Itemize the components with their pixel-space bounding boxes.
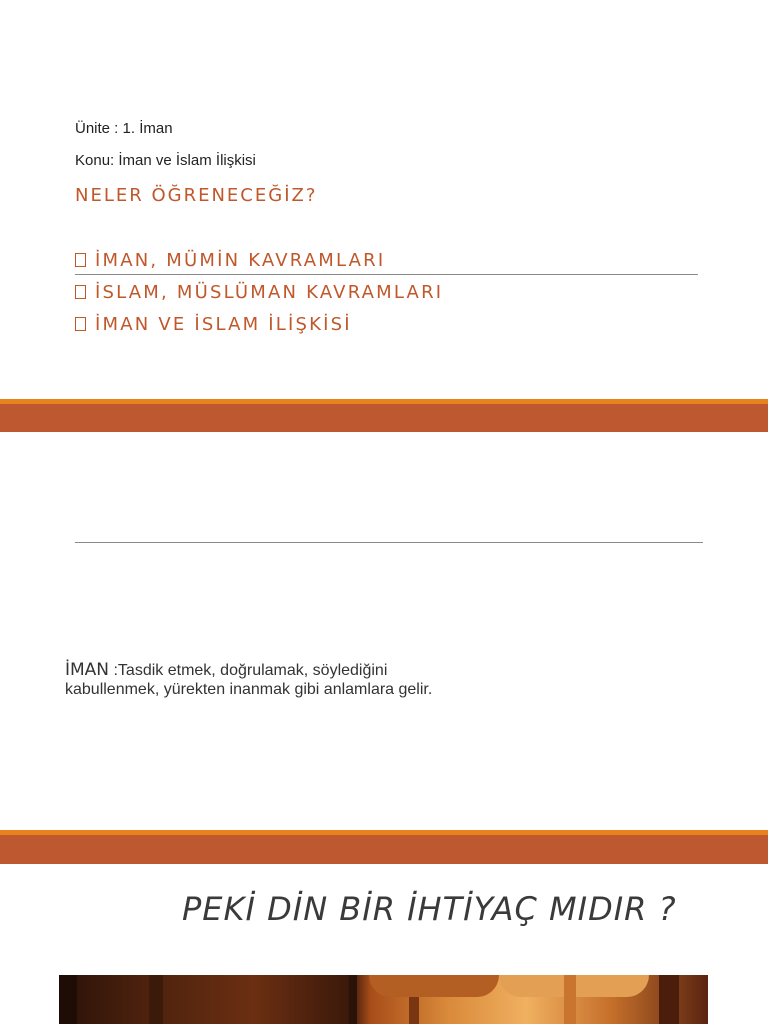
- slide-separator-band: [0, 835, 768, 864]
- unit-line: Ünite : 1. İman: [75, 120, 173, 137]
- box-glyph-icon: [75, 285, 86, 299]
- definition-text: [65, 661, 705, 699]
- bullet-item: [75, 314, 352, 335]
- slide-separator-band: [0, 404, 768, 432]
- box-glyph-icon: [75, 317, 86, 331]
- divider-line: [75, 274, 698, 275]
- definition-separator: :: [109, 662, 118, 679]
- bullet-item: [75, 282, 443, 303]
- section-heading: NELER ÖĞRENECEĞİZ?: [75, 185, 318, 206]
- bullet-label: İMAN VE İSLAM İLİŞKİSİ: [95, 314, 352, 335]
- mosque-interior-photo: [59, 975, 708, 1024]
- definition-line-2: kabullenmek, yürekten inanmak gibi anlamlara gelir.: [65, 681, 433, 698]
- divider-line: [75, 542, 703, 543]
- bullet-label: İMAN, MÜMİN KAVRAMLARI: [95, 250, 386, 271]
- definition-line-1: Tasdik etmek, doğrulamak, söylediğini: [117, 662, 388, 679]
- slide-question-title: PEKİ DİN BİR İHTİYAÇ MIDIR ?: [182, 890, 677, 928]
- bullet-item: [75, 250, 385, 271]
- box-glyph-icon: [75, 253, 86, 267]
- topic-line: Konu: İman ve İslam İlişkisi: [75, 152, 256, 169]
- definition-term: İMAN: [65, 660, 110, 680]
- bullet-label: İSLAM, MÜSLÜMAN KAVRAMLARI: [95, 282, 444, 303]
